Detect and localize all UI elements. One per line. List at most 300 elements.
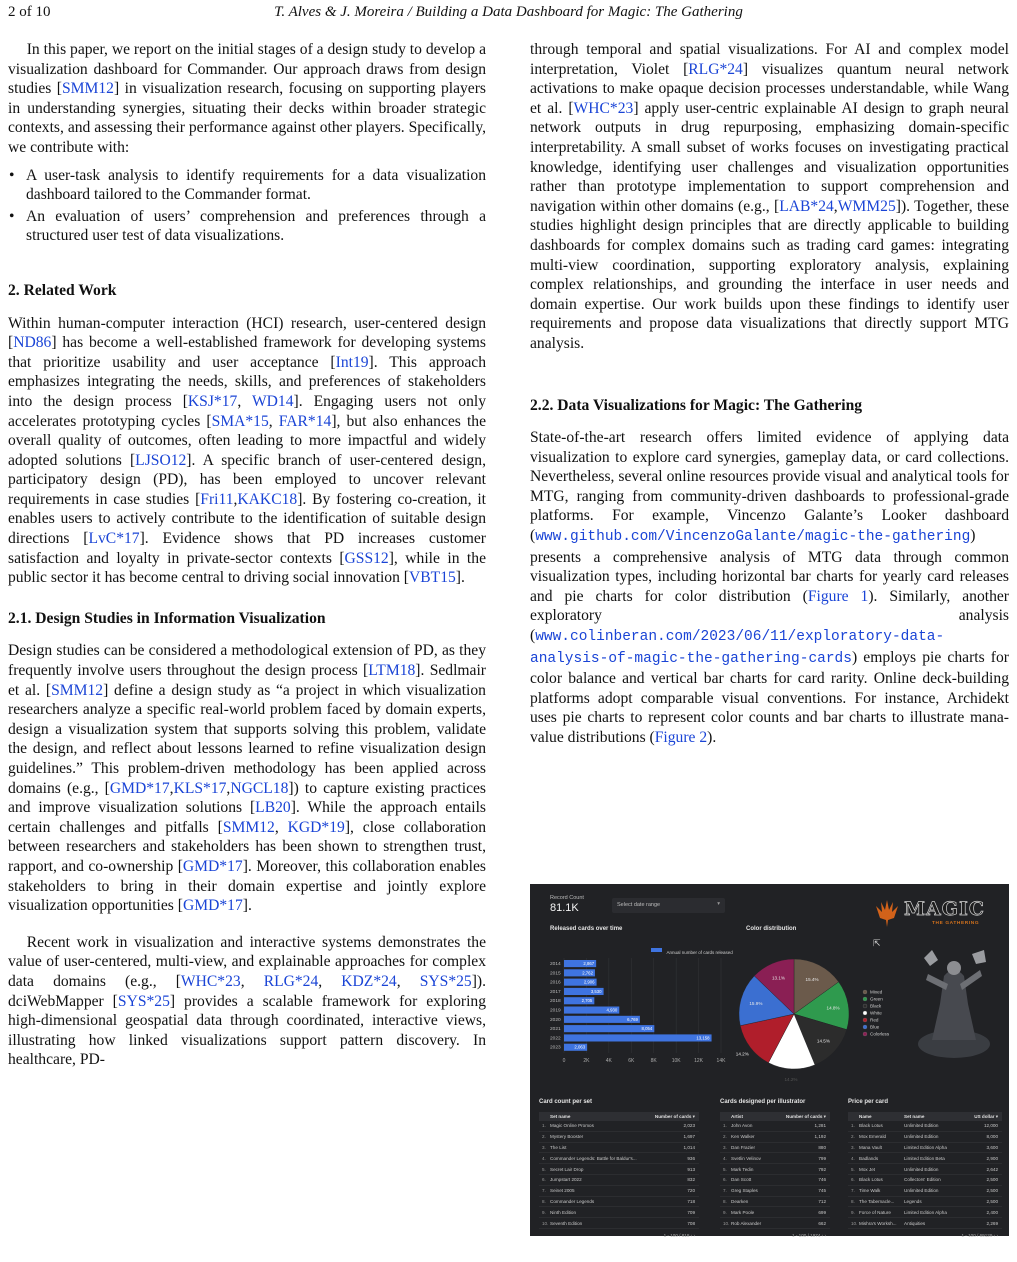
- pie-chart-title: Color distribution: [746, 926, 797, 932]
- table-cell: 1,192: [814, 1134, 826, 1140]
- table-cell: 832: [687, 1177, 695, 1183]
- citation-link[interactable]: LB20: [255, 799, 291, 817]
- contributions-list: [8, 166, 486, 246]
- table-cell: 7.: [851, 1188, 855, 1194]
- citation-link[interactable]: KLS*17: [173, 779, 227, 797]
- table-cell: Mana Vault: [859, 1144, 882, 1150]
- legend-swatch: [863, 1025, 867, 1029]
- table-cell: Dan Frazier: [731, 1144, 755, 1150]
- table-pagination[interactable]: 1 - 100 / 1974 ‹ ›: [792, 1232, 826, 1238]
- contribution-item: • A user-task analysis to identify requirements for a data visualization dashboard tailored to the Commander format.: [26, 166, 486, 205]
- design-studies-paragraph: [8, 641, 486, 915]
- table-row[interactable]: [848, 1186, 1002, 1197]
- table-row[interactable]: [720, 1218, 830, 1229]
- table-cell: 1,697: [683, 1134, 695, 1140]
- citation-link[interactable]: Fri11: [200, 490, 234, 508]
- table-header-cell[interactable]: Set name: [904, 1114, 925, 1119]
- table-row[interactable]: [539, 1186, 699, 1197]
- table-cell: 880: [818, 1144, 826, 1150]
- text-run: ,: [237, 392, 252, 410]
- table-cell: Badlands: [859, 1155, 879, 1161]
- bar-value-label: 2,762: [582, 970, 593, 976]
- running-title: T. Alves & J. Moreira / Building a Data Dashboard for Magic: The Gathering: [274, 4, 743, 20]
- citation-link[interactable]: GMD*17: [109, 779, 170, 797]
- section-heading-design-studies: 2.1. Design Studies in Information Visualization: [8, 609, 326, 627]
- x-tick-label: 10K: [671, 1058, 681, 1064]
- citation-link[interactable]: SYS*25: [419, 972, 472, 990]
- table-cell: 1,014: [683, 1144, 695, 1150]
- citation-link[interactable]: LTM18: [368, 662, 416, 680]
- dashboard-table: [848, 1099, 1002, 1238]
- bar-chart: [534, 952, 734, 1102]
- y-tick-label: 2019: [550, 1008, 561, 1014]
- table-row[interactable]: [720, 1175, 830, 1186]
- dashboard-table: [539, 1099, 699, 1238]
- table-cell: Mark Poole: [731, 1209, 755, 1215]
- table-cell: 7.: [542, 1188, 546, 1194]
- right-column: [530, 40, 1009, 748]
- page-number: 2 of 10: [8, 4, 51, 20]
- legend-swatch: [863, 1004, 867, 1008]
- table-row[interactable]: [539, 1197, 699, 1208]
- text-run: ]. A specific branch of user-centered design, participatory design (PD), has been employed to uncover relevant requirements in case studies [: [8, 451, 486, 508]
- text-run: ] visualizes quantum neural network activations to make opaque decision processes understandable, while Wang et al. [: [530, 60, 1009, 117]
- table-cell: 9.: [723, 1209, 727, 1215]
- table-cell: Unlimited Edition: [904, 1134, 939, 1140]
- citation-link[interactable]: Figure 2: [654, 729, 708, 746]
- table-row[interactable]: [848, 1132, 1002, 1143]
- citation-link[interactable]: Int19: [335, 353, 369, 371]
- bar-value-label: 13,158: [696, 1035, 710, 1041]
- text-run: ,: [169, 779, 174, 797]
- table-row[interactable]: [539, 1207, 699, 1218]
- record-count-value: 81.1K: [550, 902, 579, 914]
- table-cell: 9.: [851, 1209, 855, 1215]
- text-run: ).: [707, 729, 717, 746]
- related-work-paragraph: [8, 314, 486, 588]
- text-run: ] in visualization research, focusing on supporting players in understanding synergies, situating their decks within broader strategic contexts, and assessing their performance against other players. Specifically, we contribute with:: [8, 80, 486, 156]
- table-cell: 9.: [542, 1209, 546, 1215]
- table-header-cell[interactable]: Set name: [550, 1114, 571, 1119]
- table-cell: 799: [818, 1155, 826, 1161]
- table-cell: 5.: [542, 1166, 546, 1172]
- text-run: ]. By fostering co-creation, it enables users to actively contribute to the identification of suitable design directions [: [8, 490, 486, 548]
- table-cell: 5.: [851, 1166, 855, 1172]
- url-link[interactable]: www.github.com/VincenzoGalante/magic-the-gathering: [535, 529, 971, 546]
- date-range-placeholder: Select date range: [617, 902, 661, 908]
- magic-logo: [874, 898, 1004, 930]
- table-cell: Limited Edition Alpha: [904, 1144, 947, 1150]
- table-cell: 12,000: [983, 1123, 998, 1129]
- contribution-item: • An evaluation of users’ comprehension and preferences through a structured user test of data visualizations.: [26, 207, 486, 246]
- citation-link[interactable]: LJSO12: [135, 451, 187, 469]
- table-cell: Rob Alexander: [731, 1220, 762, 1226]
- table-cell: 8.: [851, 1198, 855, 1204]
- planeswalker-artwork: [914, 944, 994, 1060]
- citation-link[interactable]: GMD*17: [182, 897, 243, 915]
- text-run: ]. This approach emphasizes integrating the needs, skills, and preferences of stakeholders into the design process [: [8, 353, 486, 410]
- text-run: ], while in the public sector it has become central to driving social innovation [: [8, 549, 486, 587]
- text-run: ,: [274, 818, 288, 836]
- bar-value-label: 2,906: [583, 979, 595, 985]
- x-tick-label: 12K: [694, 1058, 704, 1064]
- table-cell: Force of Nature: [859, 1209, 891, 1215]
- bar-chart-title: Released cards over time: [550, 926, 623, 932]
- table-cell: Antiquities: [904, 1220, 926, 1226]
- citation-link[interactable]: WHC*23: [180, 972, 241, 990]
- table-row[interactable]: [539, 1175, 699, 1186]
- text-run: ,: [396, 972, 420, 990]
- table-cell: 4.: [723, 1155, 727, 1161]
- table-cell: Mox Jet: [859, 1166, 876, 1172]
- continued-paragraph: [530, 40, 1009, 354]
- legend-label: Green: [870, 996, 883, 1002]
- table-cell: The Tabernacle...: [859, 1198, 895, 1204]
- table-title: Card count per set: [539, 1099, 593, 1105]
- text-run: ], but also enhances the overall quality of outcomes, often leading to more impactful and widely adopted solutions [: [8, 412, 486, 469]
- citation-link[interactable]: LvC*17: [88, 530, 140, 548]
- table-row[interactable]: [720, 1143, 830, 1154]
- table-cell: Time Walk: [859, 1188, 881, 1194]
- table-cell: 746: [818, 1177, 826, 1183]
- citation-link[interactable]: RLG*24: [263, 972, 319, 990]
- table-cell: 10.: [542, 1220, 549, 1226]
- table-cell: Jumpstart 2022: [550, 1177, 582, 1183]
- table-header[interactable]: [848, 1112, 1002, 1121]
- table-cell: Limited Edition Beta: [904, 1155, 945, 1161]
- x-tick-label: 0: [562, 1058, 566, 1064]
- citation-link[interactable]: SMM12: [222, 818, 275, 836]
- bar-value-label: 6,769: [627, 1016, 638, 1022]
- y-tick-label: 2015: [550, 971, 561, 977]
- table-pagination[interactable]: 1 - 100 / 818 ‹ ›: [663, 1232, 695, 1238]
- table-cell: 10.: [851, 1220, 858, 1226]
- table-header-cell[interactable]: Artist: [731, 1114, 743, 1119]
- table-row[interactable]: [539, 1143, 699, 1154]
- citation-link[interactable]: Figure 1: [807, 587, 869, 605]
- table-cell: 4.: [542, 1155, 546, 1161]
- table-cell: 3.: [851, 1144, 855, 1150]
- citation-link[interactable]: WD14: [251, 392, 294, 410]
- section-heading-mtg-visualizations: 2.2. Data Visualizations for Magic: The Gathering: [530, 396, 863, 414]
- table-row[interactable]: [539, 1153, 699, 1164]
- table-cell: 709: [687, 1209, 695, 1215]
- table-header[interactable]: [539, 1112, 699, 1121]
- pie-value-label: 13.1%: [771, 975, 785, 981]
- pie-value-label: 14.5%: [816, 1038, 830, 1044]
- citation-link[interactable]: RLG*24: [688, 60, 743, 78]
- text-run: ].: [242, 897, 252, 915]
- citation-link[interactable]: ND86: [13, 334, 52, 352]
- legend-label: Blue: [870, 1024, 880, 1030]
- table-row[interactable]: [848, 1143, 1002, 1154]
- table-row[interactable]: [720, 1164, 830, 1175]
- citation-link[interactable]: WHC*23: [573, 99, 634, 117]
- table-cell: 8.: [542, 1198, 546, 1204]
- table-row[interactable]: [720, 1186, 830, 1197]
- table-cell: 2,500: [986, 1177, 998, 1183]
- table-cell: Mystery Booster: [550, 1134, 584, 1140]
- table-cell: 4.: [851, 1155, 855, 1161]
- citation-link[interactable]: KSJ*17: [187, 392, 238, 410]
- logo-text: MAGIC: [904, 898, 986, 920]
- bar-value-label: 8,054: [641, 1026, 653, 1032]
- table-cell: Dearken: [731, 1198, 749, 1204]
- text-run: ]) to capture existing practices and improve visualization solutions [: [8, 779, 486, 817]
- table-cell: 718: [687, 1198, 695, 1204]
- chevron-down-icon: ▾: [717, 901, 720, 907]
- legend-label: White: [870, 1010, 882, 1016]
- citation-link[interactable]: KDZ*24: [341, 972, 397, 990]
- table-cell: 2.: [851, 1134, 855, 1140]
- table-cell: Ninth Edition: [550, 1209, 577, 1215]
- logo-subtitle: THE GATHERING: [932, 921, 980, 926]
- table-cell: 745: [818, 1188, 826, 1194]
- citation-link[interactable]: GSS12: [344, 549, 389, 567]
- bar-value-label: 2,705: [581, 998, 593, 1004]
- table-row[interactable]: [720, 1197, 830, 1208]
- table-cell: 2.: [723, 1134, 727, 1140]
- y-tick-label: 2018: [550, 999, 561, 1005]
- table-header-cell[interactable]: Number of cards ▾: [654, 1113, 695, 1119]
- citation-link[interactable]: NGCL18: [230, 779, 289, 797]
- table-cell: 3,600: [986, 1144, 998, 1150]
- table-cell: 2,023: [683, 1123, 695, 1129]
- table-cell: 2,500: [986, 1188, 998, 1194]
- table-row[interactable]: [720, 1121, 830, 1132]
- table-cell: Seinet 2005: [550, 1188, 575, 1194]
- citation-link[interactable]: LAB*24: [779, 197, 834, 215]
- y-tick-label: 2022: [550, 1036, 561, 1042]
- table-cell: 3.: [542, 1144, 546, 1150]
- table-cell: 2,269: [986, 1220, 998, 1226]
- legend-swatch: [863, 1032, 867, 1036]
- table-header-cell[interactable]: Number of cards ▾: [785, 1113, 826, 1119]
- text-run: ] provides a scalable framework for exploring high-dimensional geospatial data through coordinated, interactive views, illustrating how linked visualizations support pattern discovery. In healthcare, PD-: [8, 992, 486, 1069]
- text-run: ) employs pie charts for color balance and vertical bar charts for card rarity. Online deck-building platforms adopt comparable visual conventions. For instance, Archidekt uses pie charts to represent color counts and bar charts to illustrate mana-value distributions (: [530, 648, 1009, 746]
- text-run: ) presents a comprehensive analysis of MTG data through common visualization types, including horizontal bar charts for yearly card releases and pie charts for color distribution (: [530, 527, 1009, 605]
- table-cell: 1.: [542, 1123, 546, 1129]
- legend-swatch: [863, 997, 867, 1001]
- table-row[interactable]: [848, 1218, 1002, 1229]
- citation-link[interactable]: GMD*17: [182, 857, 243, 875]
- table-row[interactable]: [720, 1207, 830, 1218]
- table-cell: 712: [818, 1198, 826, 1204]
- text-run: ]. Moreover, this collaboration enables stakeholders to bring in their domain expertise and jointly explore visualization opportunities [: [8, 857, 486, 915]
- table-cell: 699: [818, 1209, 826, 1215]
- y-tick-label: 2020: [550, 1017, 561, 1023]
- table-cell: 1.: [851, 1123, 855, 1129]
- bar-value-label: 2,867: [583, 961, 595, 966]
- section-heading-related-work: 2. Related Work: [8, 281, 117, 299]
- y-tick-label: 2014: [550, 962, 561, 967]
- legend-label: Mixed: [870, 989, 883, 995]
- table-cell: Limited Edition Alpha: [904, 1209, 947, 1215]
- table-row[interactable]: [539, 1218, 699, 1229]
- url-link[interactable]: www.colinberan.com/2023/06/11/exploratory-data-analysis-of-magic-the-gathering-cards: [530, 629, 945, 667]
- text-run: ] has become a well-established framework for developing systems that prioritize usability and user acceptance [: [8, 334, 486, 371]
- table-row[interactable]: [539, 1121, 699, 1132]
- bar: [564, 1034, 712, 1041]
- dashboard-table: [720, 1099, 830, 1238]
- table-cell: 2,500: [986, 1198, 998, 1204]
- table-cell: 6.: [723, 1177, 727, 1183]
- table-cell: Commander Legends: Battle for Baldur's...: [550, 1155, 637, 1161]
- table-cell: John Avon: [731, 1123, 753, 1129]
- text-run: In this paper, we report on the initial stages of a design study to develop a visualization dashboard for Commander. Our approach draws from design studies [: [8, 41, 486, 98]
- table-cell: Svetlin Velinov: [731, 1155, 761, 1161]
- table-cell: Secret Lair Drop: [550, 1166, 584, 1172]
- text-run: Design studies can be considered a methodological extension of PD, as they frequently involve users throughout the design process [: [8, 642, 486, 680]
- table-row[interactable]: [848, 1121, 1002, 1132]
- text-run: ]. Evidence shows that PD increases customer satisfaction and loyalty in private-sector contexts [: [8, 530, 486, 567]
- table-cell: 8.: [723, 1198, 727, 1204]
- table-header-cell[interactable]: Name: [859, 1114, 872, 1119]
- table-cell: Black Lotus: [859, 1123, 883, 1129]
- table-pagination[interactable]: 1 - 100 / 69129 ‹ ›: [961, 1232, 998, 1238]
- y-tick-label: 2017: [550, 989, 561, 995]
- legend-swatch: [863, 1011, 867, 1015]
- table-cell: Mark Tedin: [731, 1166, 754, 1172]
- text-run: ,: [268, 412, 279, 430]
- table-row[interactable]: [848, 1207, 1002, 1218]
- text-run: through temporal and spatial visualizations. For AI and complex model interpretation, Violet [: [530, 41, 1009, 78]
- table-cell: Unlimited Edition: [904, 1166, 939, 1172]
- text-run: ]). Together, these studies highlight design principles that are directly applicable to building dashboards for complex domains such as trading card games: integrating multi-view coordination, supporting exploratory analysis, explaining complex relationships, and grounding the interface in user needs and domain expertise. Our work builds upon these findings to identify user requirements and propose data visualizations that directly support MTG analysis.: [530, 197, 1009, 352]
- text-run: State-of-the-art research offers limited evidence of applying data visualization to explore card synergies, gameplay data, or card collections. Nevertheless, several online resources provide visual and analytical tools for MTG, ranging from community-driven dashboards to professional-grade platforms. For example, Vincenzo Galante’s Looker dashboard (: [530, 429, 1009, 545]
- bar-value-label: 3,530: [590, 988, 602, 994]
- mtg-visualizations-paragraph: [530, 428, 1009, 748]
- text-run: ,: [226, 779, 231, 797]
- table-cell: 10.: [723, 1220, 730, 1226]
- legend-label: Colorless: [870, 1031, 890, 1037]
- x-tick-label: 4K: [605, 1058, 612, 1064]
- table-cell: 7.: [723, 1188, 727, 1194]
- text-run: ,: [833, 197, 838, 215]
- table-cell: 2,400: [986, 1209, 998, 1215]
- text-run: ]. Sedlmair et al. [: [8, 662, 486, 699]
- citation-link[interactable]: SYS*25: [117, 992, 170, 1010]
- text-run: ], close collaboration between researchers and stakeholders has been shown to strengthen trust, rapport, and co-ownership [: [8, 818, 487, 875]
- y-tick-label: 2023: [550, 1045, 561, 1051]
- pie-value-label: 14.8%: [826, 1005, 840, 1011]
- citation-link[interactable]: FAR*14: [278, 412, 332, 430]
- citation-link[interactable]: VBT15: [409, 569, 456, 587]
- table-title: Cards designed per illustrator: [720, 1099, 806, 1105]
- x-tick-label: 6K: [628, 1058, 635, 1064]
- left-column: [8, 40, 486, 1070]
- text-run: ,: [233, 490, 238, 508]
- text-run: ). Similarly, another exploratory analysis (: [530, 587, 1009, 645]
- table-cell: 2,900: [986, 1155, 998, 1161]
- table-cell: The List: [550, 1144, 567, 1150]
- table-row[interactable]: [848, 1164, 1002, 1175]
- table-cell: 5.: [723, 1166, 727, 1172]
- table-cell: Commander Legends: [550, 1198, 595, 1204]
- bar-chart-legend-label: Annual number of cards released: [666, 950, 733, 955]
- recent-work-paragraph: [8, 933, 486, 1070]
- citation-link[interactable]: WMM25: [837, 197, 896, 215]
- legend-swatch: [863, 1018, 867, 1022]
- table-cell: 6.: [542, 1177, 546, 1183]
- table-cell: Collectors' Edition: [904, 1177, 941, 1183]
- text-run: ] apply user-centric explainable AI design to graph neural network outputs in drug repurposing, emphasizing domain-specific interpretability. A small subset of works focuses on investigating practical knowledge, identifying user challenges and visualization opportunities rather than prototype implementation to support comprehension and navigation within other domains (e.g., [: [530, 99, 1009, 215]
- text-run: ]. While the approach entails certain challenges and pitfalls [: [8, 799, 486, 836]
- citation-link[interactable]: KAKC18: [237, 490, 298, 508]
- text-run: ,: [240, 972, 264, 990]
- table-row[interactable]: [848, 1153, 1002, 1164]
- bar-value-label: 2,063: [574, 1044, 586, 1050]
- table-header[interactable]: [720, 1112, 830, 1121]
- legend-swatch: [863, 990, 867, 994]
- table-cell: 913: [687, 1166, 695, 1172]
- table-cell: 1,281: [814, 1123, 826, 1129]
- text-run: ]. Engaging users not only accelerates prototyping cycles [: [8, 392, 487, 430]
- text-run: ] define a design study as “a project in which visualization researchers analyze a specific real-world problem faced by domain experts, design a visualization system that supports solving this problem, validate the design, and reflect about lessons learned to refine visualization design guidelines.” This problem-driven methodology has been applied across domains (e.g., [: [8, 681, 486, 797]
- citation-link[interactable]: KGD*19: [287, 818, 345, 836]
- table-cell: Mox Emerald: [859, 1134, 887, 1140]
- table-cell: 792: [818, 1166, 826, 1172]
- table-cell: 2.: [542, 1134, 546, 1140]
- table-cell: 708: [687, 1220, 695, 1226]
- table-cell: 662: [818, 1220, 826, 1226]
- pie-value-label: 14.2%: [735, 1051, 749, 1057]
- table-row[interactable]: [848, 1175, 1002, 1186]
- table-title: Price per card: [848, 1099, 889, 1105]
- table-cell: Ken Walker: [731, 1134, 755, 1140]
- table-cell: 936: [687, 1155, 695, 1161]
- legend-label: Red: [870, 1017, 879, 1023]
- pie-chart: [735, 948, 908, 1088]
- table-cell: 1.: [723, 1123, 727, 1129]
- bar-value-label: 4,930: [606, 1007, 618, 1013]
- table-row[interactable]: [539, 1132, 699, 1143]
- table-cell: Unlimited Edition: [904, 1188, 939, 1194]
- legend-label: Black: [870, 1003, 882, 1009]
- record-count-label: Record Count: [550, 895, 584, 901]
- table-row[interactable]: [848, 1197, 1002, 1208]
- citation-link[interactable]: SMM12: [61, 80, 114, 98]
- table-row[interactable]: [539, 1164, 699, 1175]
- citation-link[interactable]: SMM12: [51, 681, 104, 699]
- table-cell: Magic Online Promos: [550, 1123, 594, 1129]
- pie-value-label: 14.2%: [784, 1076, 798, 1082]
- y-tick-label: 2021: [550, 1027, 561, 1033]
- table-row[interactable]: [720, 1132, 830, 1143]
- citation-link[interactable]: SMA*15: [211, 412, 269, 430]
- date-range-select[interactable]: [612, 898, 725, 913]
- table-cell: Legends: [904, 1198, 922, 1204]
- x-tick-label: 8K: [650, 1058, 657, 1064]
- text-run: ].: [455, 569, 465, 587]
- table-cell: 720: [687, 1188, 695, 1194]
- table-cell: Unlimited Edition: [904, 1123, 939, 1129]
- dashboard-figure: [530, 884, 1009, 1236]
- table-row[interactable]: [720, 1153, 830, 1164]
- table-cell: Black Lotus: [859, 1177, 883, 1183]
- text-run: Within human-computer interaction (HCI) research, user-centered design [: [8, 314, 486, 352]
- table-cell: Seventh Edition: [550, 1220, 583, 1226]
- intro-paragraph: [8, 40, 486, 158]
- table-header-cell[interactable]: US dollar ▾: [974, 1113, 998, 1119]
- table-cell: Greg Staples: [731, 1188, 758, 1194]
- table-cell: 2,642: [986, 1166, 998, 1172]
- text-run: ]). dciWebMapper [: [8, 972, 487, 1010]
- planeswalker-flame-icon: [874, 898, 900, 928]
- y-tick-label: 2016: [550, 980, 561, 986]
- text-run: Recent work in visualization and interactive systems demonstrates the value of user-centered, multi-view, and explainable approaches for complex data domains (e.g., [: [8, 933, 486, 990]
- table-cell: 3.: [723, 1144, 727, 1150]
